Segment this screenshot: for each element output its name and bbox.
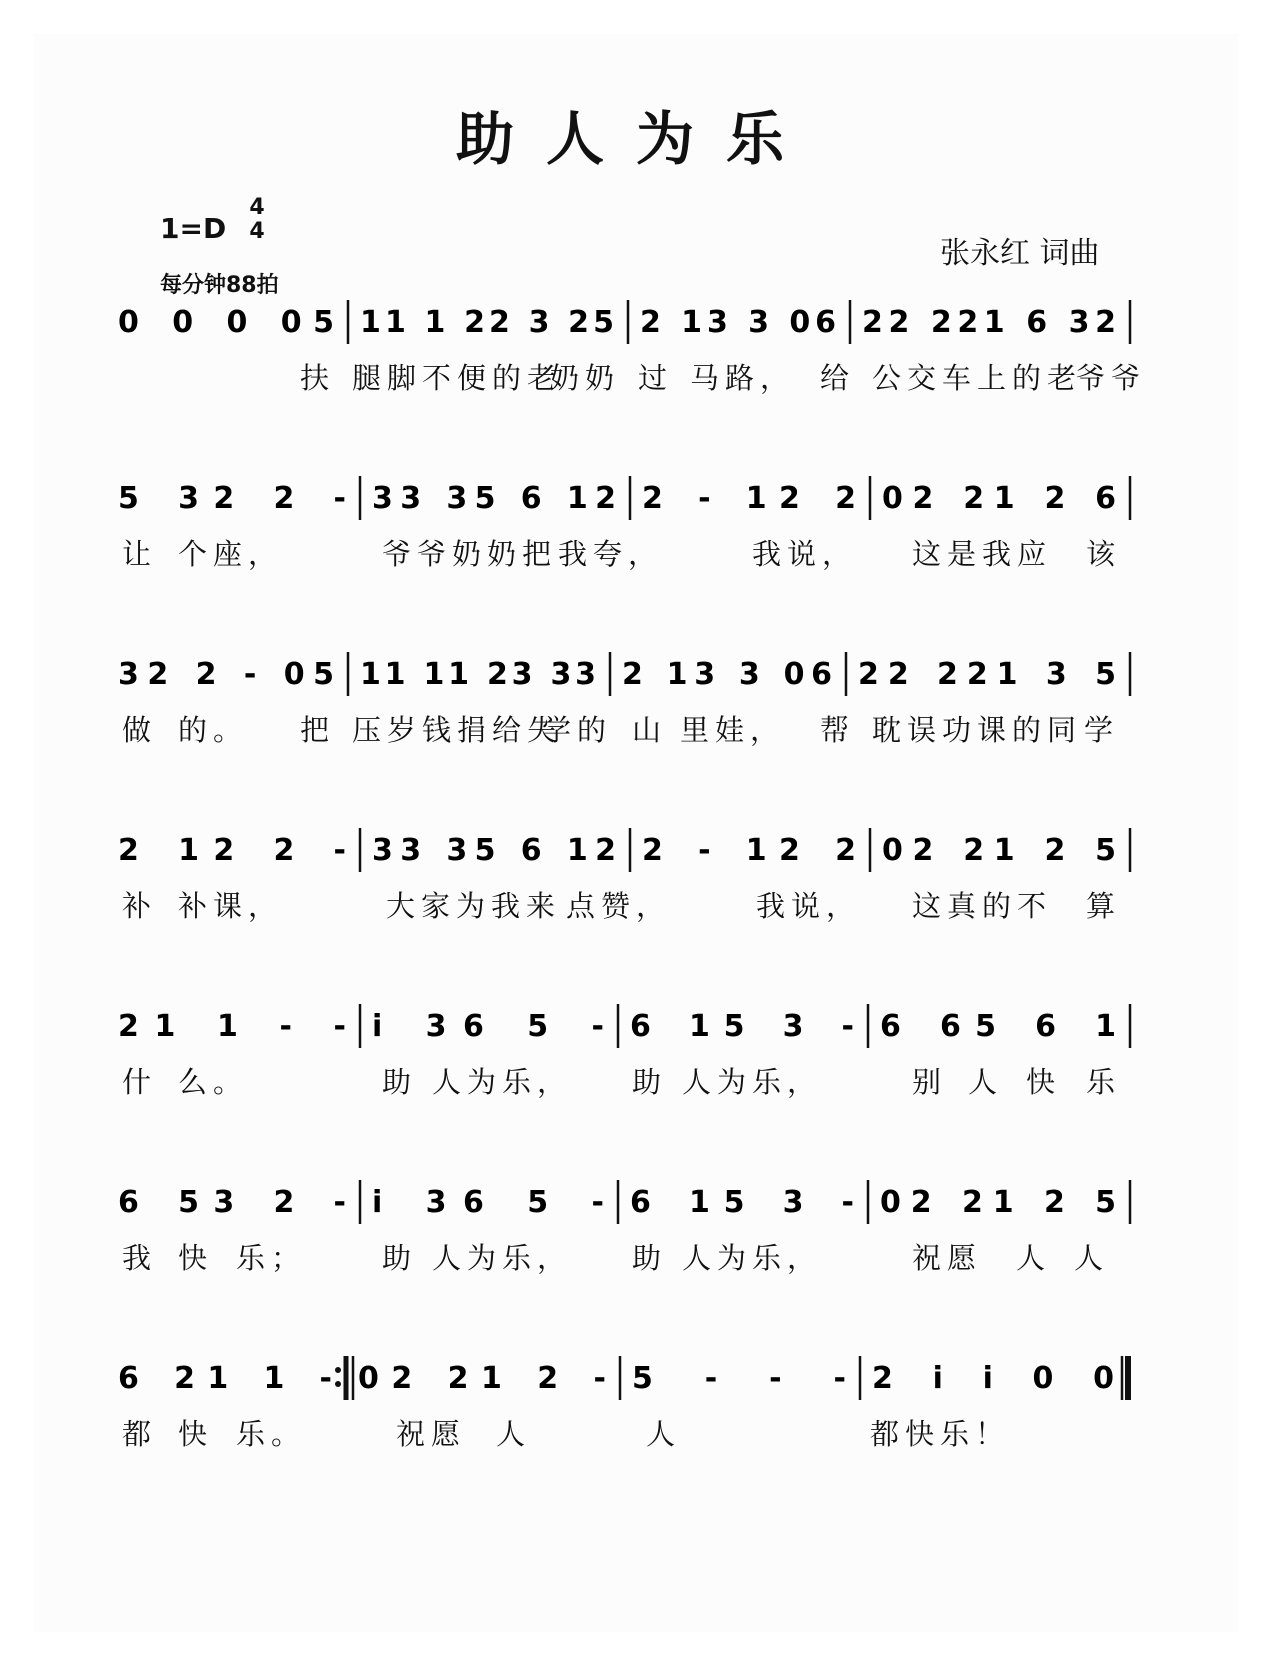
measure: 11 1 22 3 25 bbox=[360, 305, 614, 340]
measure: 2 13 3 06 bbox=[640, 305, 836, 340]
lyric-word: 的。 bbox=[178, 713, 249, 747]
lyric-word: 马路， bbox=[690, 361, 796, 395]
notation-row bbox=[0, 1002, 1272, 1062]
repeat-sign bbox=[335, 1367, 341, 1373]
measure: 33 35 6 12 bbox=[372, 481, 616, 516]
lyric-word: 么。 bbox=[178, 1065, 249, 1099]
lyric-word: 个座， bbox=[178, 537, 284, 571]
lyric-word: 过 bbox=[638, 361, 674, 395]
measure: 32 2 - 05 bbox=[118, 657, 334, 692]
lyric-word: 我 bbox=[122, 1241, 158, 1275]
measure: 2 - 12 2 bbox=[642, 833, 856, 868]
lyric-word: 乐。 bbox=[236, 1417, 307, 1451]
measure: 11 11 23 33 bbox=[360, 657, 596, 692]
lyric-word: 乐 bbox=[1086, 1065, 1122, 1099]
score-line-6 bbox=[0, 1178, 1272, 1318]
notation-row bbox=[0, 298, 1272, 358]
lyric-word: 帮 bbox=[820, 713, 856, 747]
song-title: 助人为乐 bbox=[455, 105, 816, 173]
score-line-4 bbox=[0, 826, 1272, 966]
notation-row bbox=[0, 474, 1272, 534]
score-line-5 bbox=[0, 1002, 1272, 1142]
notation-row bbox=[0, 1178, 1272, 1238]
measure: 22 221 6 32 bbox=[862, 305, 1116, 340]
lyric-word: 补 bbox=[122, 889, 158, 923]
lyric-word: 我夸， bbox=[558, 537, 664, 571]
measure: i 36 5 - bbox=[372, 1009, 604, 1044]
lyric-word: 快 bbox=[178, 1417, 214, 1451]
lyric-word: 补课， bbox=[178, 889, 284, 923]
lyric-word: 学 bbox=[1084, 713, 1120, 747]
lyric-word: 都快乐！ bbox=[870, 1417, 1011, 1451]
lyric-word: 祝愿 bbox=[912, 1241, 983, 1275]
measure: 2 i i 0 0 bbox=[872, 1361, 1114, 1396]
lyric-word: 算 bbox=[1086, 889, 1122, 923]
lyric-word: 压岁钱捐给失 bbox=[352, 713, 563, 747]
measure: 02 21 2 - bbox=[358, 1361, 606, 1396]
lyric-word: 人为乐， bbox=[432, 1065, 573, 1099]
repeat-sign bbox=[335, 1381, 341, 1387]
lyric-word: 公交车上的老 bbox=[872, 361, 1083, 395]
lyric-word: 把 bbox=[300, 713, 336, 747]
lyric-word: 山 bbox=[632, 713, 668, 747]
measure: 02 21 2 5 bbox=[882, 833, 1116, 868]
lyric-word: 让 bbox=[122, 537, 158, 571]
score-line-1 bbox=[0, 298, 1272, 438]
tempo-marking: 每分钟88拍 bbox=[160, 273, 279, 298]
notation-row bbox=[0, 1354, 1272, 1414]
lyric-word: 我说， bbox=[752, 537, 858, 571]
lyric-word: 爷爷奶奶把 bbox=[382, 537, 558, 571]
notation-row bbox=[0, 826, 1272, 886]
measure: 02 21 2 6 bbox=[882, 481, 1116, 516]
lyric-word: 人 bbox=[1074, 1241, 1110, 1275]
measure: 6 15 3 - bbox=[630, 1185, 854, 1220]
measure: 6 21 1 - bbox=[118, 1361, 332, 1396]
lyric-word: 祝愿 bbox=[396, 1417, 467, 1451]
time-signature-bottom: 4 bbox=[249, 219, 265, 244]
measure: 21 1 - - bbox=[118, 1009, 346, 1044]
measure: 6 53 2 - bbox=[118, 1185, 346, 1220]
lyric-word: 什 bbox=[122, 1065, 158, 1099]
lyric-word: 扶 bbox=[300, 361, 336, 395]
score-line-7 bbox=[0, 1354, 1272, 1494]
time-signature-top: 4 bbox=[249, 195, 265, 220]
measure: 6 15 3 - bbox=[630, 1009, 854, 1044]
lyric-word: 人 bbox=[496, 1417, 532, 1451]
measure: i 36 5 - bbox=[372, 1185, 604, 1220]
score-line-3 bbox=[0, 650, 1272, 790]
lyric-word: 快 bbox=[178, 1241, 214, 1275]
measure: 2 13 3 06 bbox=[622, 657, 832, 692]
lyric-word: 学的 bbox=[542, 713, 613, 747]
lyric-word: 人为乐， bbox=[682, 1065, 823, 1099]
lyric-word: 人 bbox=[1016, 1241, 1052, 1275]
lyric-word: 该 bbox=[1086, 537, 1122, 571]
lyric-word: 做 bbox=[122, 713, 158, 747]
measure: 2 - 12 2 bbox=[642, 481, 856, 516]
measure: 22 221 3 5 bbox=[858, 657, 1116, 692]
lyric-word: 点赞， bbox=[566, 889, 672, 923]
notation-row bbox=[0, 650, 1272, 710]
lyric-word: 大家为我来 bbox=[386, 889, 562, 923]
lyric-word: 腿脚不便的老 bbox=[352, 361, 563, 395]
measure: 6 65 6 1 bbox=[880, 1009, 1116, 1044]
lyric-word: 奶奶 bbox=[550, 361, 621, 395]
composer-credit: 张永红 词曲 bbox=[940, 236, 1100, 271]
lyric-word: 耽误功课的同 bbox=[872, 713, 1083, 747]
time-signature bbox=[246, 196, 268, 244]
lyric-word: 乐； bbox=[236, 1241, 307, 1275]
lyric-word: 我说， bbox=[756, 889, 862, 923]
key-signature: 1=D bbox=[160, 212, 227, 245]
measure: 02 21 2 5 bbox=[880, 1185, 1116, 1220]
lyric-word: 这真的不 bbox=[912, 889, 1053, 923]
measure: 5 32 2 - bbox=[118, 481, 346, 516]
lyric-word: 人为乐， bbox=[432, 1241, 573, 1275]
lyric-word: 助 bbox=[632, 1241, 668, 1275]
lyric-word: 别 bbox=[912, 1065, 948, 1099]
lyric-word: 这是我应 bbox=[912, 537, 1053, 571]
lyric-word: 里娃， bbox=[680, 713, 786, 747]
lyric-word: 给 bbox=[820, 361, 856, 395]
measure: 0 0 0 05 bbox=[118, 305, 334, 340]
lyric-word: 快 bbox=[1026, 1065, 1062, 1099]
lyric-word: 人 bbox=[646, 1417, 682, 1451]
measure: 5 - - - bbox=[632, 1361, 846, 1396]
lyric-word: 都 bbox=[122, 1417, 158, 1451]
measure: 33 35 6 12 bbox=[372, 833, 616, 868]
lyric-word: 助 bbox=[382, 1065, 418, 1099]
lyric-word: 爷爷 bbox=[1076, 361, 1147, 395]
measure: 2 12 2 - bbox=[118, 833, 346, 868]
lyric-word: 人为乐， bbox=[682, 1241, 823, 1275]
lyric-word: 人 bbox=[968, 1065, 1004, 1099]
lyric-word: 助 bbox=[382, 1241, 418, 1275]
lyric-word: 助 bbox=[632, 1065, 668, 1099]
score-line-2 bbox=[0, 474, 1272, 614]
